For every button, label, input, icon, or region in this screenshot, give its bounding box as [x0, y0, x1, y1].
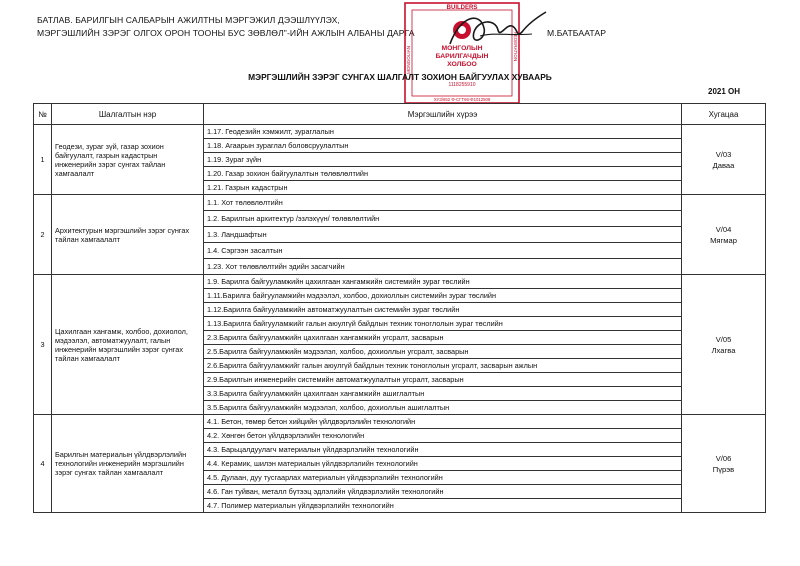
- stamp-name-1: МОНГОЛЫН: [441, 45, 483, 52]
- specialty-item: 1.17. Геодезийн хэмжилт, зураглалын: [204, 125, 682, 139]
- stamp-top-text: BUILDERS: [446, 5, 478, 11]
- specialty-item: 3.5.Барилга байгууламжийн мэдээлэл, холбоо, дохиоллын ашиглалтын: [204, 401, 682, 415]
- exam-date: V/05: [715, 334, 732, 344]
- specialty-item: 1.23. Хот төлөвлөлтийн эдийн засагчийн: [204, 259, 682, 275]
- signer-name: М.БАТБААТАР: [547, 28, 607, 38]
- table-row: [34, 415, 766, 429]
- exam-number: 2: [34, 195, 52, 275]
- specialty-item: 1.18. Агаарын зураглал боловсруулалтын: [204, 139, 682, 153]
- column-header-exam-name: Шалгалтын нэр: [52, 104, 204, 125]
- stamp-name-3: ХОЛБОО: [447, 61, 477, 68]
- exam-date: V/06: [715, 453, 732, 463]
- column-header-specialty: Мэргэшлийн хүрээ: [204, 104, 682, 125]
- document-title: МЭРГЭШЛИЙН ЗЭРЭГ СУНГАХ ШАЛГАЛТ ЗОХИОН БАЙГУУЛАХ ХУВААРЬ: [248, 72, 552, 82]
- specialty-item: 1.2. Барилгын архитектур /эзлэхүүн/ төлөвлөлтийн: [204, 211, 682, 227]
- approval-line-2: МЭРГЭШЛИЙН ЗЭРЭГ ОЛГОХ ОРОН ТООНЫ БУС ЗӨВЛӨЛ"-ИЙН АЖЛЫН АЛБАНЫ ДАРГА: [37, 28, 415, 38]
- specialty-item: 1.13.Барилга байгууламжийг галын аюулгүй байдлын техник тоноглолын зураг төслийн: [204, 317, 682, 331]
- specialty-item: 1.9. Барилга байгууламжийн цахилгаан хангамжийн системийн зураг төслийн: [204, 275, 682, 289]
- approval-line-1: БАТЛАВ. БАРИЛГЫН САЛБАРЫН АЖИЛТНЫ МЭРГЭЖИЛ ДЭЭШЛҮҮЛЭХ,: [37, 15, 340, 25]
- exam-number: 4: [34, 415, 52, 513]
- specialty-item: 1.21. Газрын кадастрын: [204, 181, 682, 195]
- exam-date-cell: [682, 195, 766, 275]
- exam-name: Геодези, зураг зүй, газар зохион байгуулалт, газрын кадастрын инженерийн зэрэг сунгах тайлан хамгаалалт: [52, 125, 204, 195]
- specialty-item: 1.11.Барилга байгууламжийн мэдээлэл, холбоо, дохиоллын системийн зураг төслийн: [204, 289, 682, 303]
- exam-weekday: Пүрэв: [712, 464, 735, 474]
- specialty-item: 1.1. Хот төлөвлөлтийн: [204, 195, 682, 211]
- stamp-side-left: MONGOLIAN: [406, 45, 411, 74]
- exam-weekday: Мягмар: [710, 235, 737, 245]
- specialty-item: 2.9.Барилгын инженерийн системийн автоматжуулалтын угсралт, засварын: [204, 373, 682, 387]
- table-row: [34, 125, 766, 139]
- specialty-item: 4.3. Барьцалдуулагч материалын үйлдвэрлэлийн технологийн: [204, 443, 682, 457]
- specialty-item: 1.12.Барилга байгууламжийн автоматжуулалтын системийн зураг төслийн: [204, 303, 682, 317]
- specialty-item: 4.4. Керамик, шилэн материалын үйлдвэрлэлийн технологийн: [204, 457, 682, 471]
- specialty-item: 2.5.Барилга байгууламжийн мэдээлэл, холбоо, дохиоллын угсралт, засварын: [204, 345, 682, 359]
- schedule-table: [33, 103, 766, 513]
- exam-date: V/03: [715, 149, 732, 159]
- handwritten-signature: [440, 6, 550, 56]
- document-year: 2021 ОН: [708, 87, 741, 96]
- exam-date: V/04: [715, 224, 732, 234]
- exam-date-cell: [682, 125, 766, 195]
- exam-name: Архитектурын мэргэшлийн зэрэг сунгах тайлан хамгаалалт: [52, 195, 204, 275]
- exam-weekday: Даваа: [712, 160, 735, 170]
- exam-number: 1: [34, 125, 52, 195]
- specialty-item: 2.6.Барилга байгууламжийг галын аюулгүй байдлын техник тоноглолын угсралт, засварын ажлын: [204, 359, 682, 373]
- exam-number: 3: [34, 275, 52, 415]
- specialty-item: 4.7. Полимер материалын үйлдвэрлэлийн технологийн: [204, 499, 682, 513]
- exam-name: Барилгын материалын үйлдвэрлэлийн технологийн инженерийн мэргэшлийн зэрэг сунгах тайлан хамгаалалт: [52, 415, 204, 513]
- exam-name: Цахилгаан хангамж, холбоо, дохиолол, мэдээлэл, автоматжуулалт, галын инженерийн мэргэшлийн зэрэг сунгах тайлан хамгаалалт: [52, 275, 204, 415]
- specialty-item: 1.19. Зураг зүйн: [204, 153, 682, 167]
- exam-weekday: Лхагва: [711, 345, 736, 355]
- schedule-body: [34, 125, 766, 513]
- specialty-item: 4.1. Бетон, төмөр бетон хийцийн үйлдвэрлэлийн технологийн: [204, 415, 682, 429]
- stamp-name-2: БАРИЛГАЧДЫН: [435, 53, 489, 60]
- specialty-item: 1.20. Газар зохион байгуулалтын төлөвлөлтийн: [204, 167, 682, 181]
- specialty-item: 1.4. Сэргээн засалтын: [204, 243, 682, 259]
- column-header-number: №: [34, 104, 52, 125]
- table-row: [34, 195, 766, 211]
- exam-date-cell: [682, 415, 766, 513]
- table-header-row: [34, 104, 766, 125]
- specialty-item: 3.3.Барилга байгууламжийн цахилгаан хангамжийн ашиглалтын: [204, 387, 682, 401]
- specialty-item: 2.3.Барилга байгууламжийн цахилгаан хангамжийн угсралт, засварын: [204, 331, 682, 345]
- exam-date-cell: [682, 275, 766, 415]
- stamp-number: 1118255910: [448, 82, 476, 88]
- specialty-item: 4.6. Ган туйван, металл бүтээц эдлэлийн үйлдвэрлэлийн технологийн: [204, 485, 682, 499]
- stamp-side-right: FEDERATION: [513, 32, 518, 62]
- specialty-item: 1.3. Ландшафтын: [204, 227, 682, 243]
- specialty-item: 4.2. Хөнгөн бетон үйлдвэрлэлийн технологийн: [204, 429, 682, 443]
- stamp-registry: ХУЗ/652 Ф-СГТ66-Ф1012509: [433, 97, 491, 102]
- table-row: [34, 275, 766, 289]
- specialty-item: 4.5. Дулаан, дуу тусгаарлах материалын үйлдвэрлэлийн технологийн: [204, 471, 682, 485]
- column-header-date: Хугацаа: [682, 104, 766, 125]
